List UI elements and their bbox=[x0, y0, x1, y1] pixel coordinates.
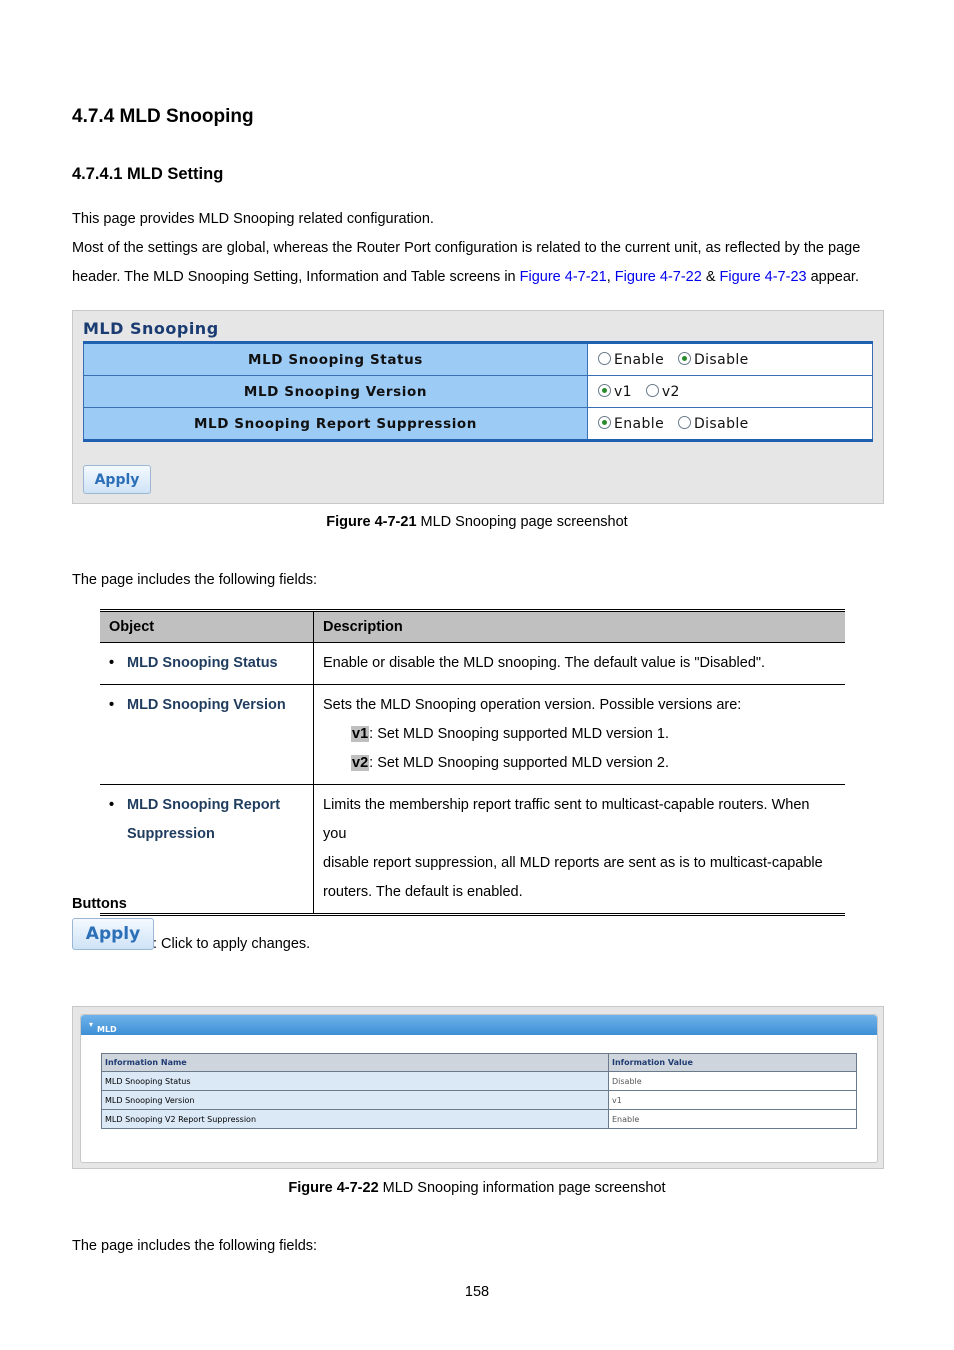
object-header: Object bbox=[100, 611, 314, 643]
status-row bbox=[84, 343, 873, 376]
info-table bbox=[101, 1053, 857, 1129]
option-label: v2 bbox=[661, 383, 680, 400]
status-enable-option[interactable] bbox=[598, 352, 664, 368]
figure-4-7-23-link[interactable]: Figure 4-7-23 bbox=[719, 269, 807, 285]
object-cell bbox=[100, 785, 314, 915]
description-cell: Enable or disable the MLD snooping. The default value is "Disabled". bbox=[314, 643, 846, 685]
version-row bbox=[84, 376, 873, 408]
radio-unchecked-icon[interactable] bbox=[646, 384, 659, 397]
bullet-icon: • bbox=[109, 655, 115, 671]
intro-line-1: This page provides MLD Snooping related configuration. bbox=[72, 211, 434, 227]
status-options bbox=[588, 343, 873, 376]
table-header-row bbox=[100, 611, 845, 643]
radio-unchecked-icon[interactable] bbox=[598, 352, 611, 365]
info-value: v1 bbox=[609, 1091, 857, 1110]
option-label: Disable bbox=[693, 351, 749, 368]
version-v1-option[interactable] bbox=[598, 384, 632, 400]
version-key: v2 bbox=[352, 755, 369, 771]
radio-checked-icon[interactable] bbox=[598, 416, 611, 429]
suppression-enable-option[interactable] bbox=[598, 416, 664, 432]
object-cell bbox=[100, 685, 314, 785]
mld-snooping-settings-panel bbox=[72, 310, 884, 504]
page-number: 158 bbox=[464, 1284, 490, 1300]
info-panel-title: ▾ MLD Snooping Informations bbox=[89, 1020, 155, 1052]
intro-line-3 bbox=[72, 269, 859, 285]
description-cell bbox=[314, 785, 846, 915]
table-row bbox=[100, 643, 845, 685]
radio-checked-icon[interactable] bbox=[598, 384, 611, 397]
caption-label: Figure 4-7-21 bbox=[326, 514, 417, 530]
setting-label: MLD Snooping Report Suppression bbox=[84, 408, 588, 441]
object-cell bbox=[100, 643, 314, 685]
info-header-row bbox=[102, 1054, 857, 1072]
apply-button-sample[interactable]: Apply bbox=[72, 918, 154, 950]
object-name bbox=[127, 791, 280, 849]
figure-caption bbox=[0, 1180, 954, 1196]
option-label: Enable bbox=[614, 415, 665, 432]
figure-caption bbox=[0, 514, 954, 530]
setting-label: MLD Snooping Version bbox=[84, 376, 588, 408]
version-key: v1 bbox=[352, 726, 369, 742]
mld-snooping-info-panel bbox=[72, 1006, 884, 1169]
suppression-disable-option[interactable] bbox=[678, 416, 749, 432]
suppression-row bbox=[84, 408, 873, 441]
caption-label: Figure 4-7-22 bbox=[288, 1180, 379, 1196]
table-row bbox=[102, 1110, 857, 1129]
info-value: Disable bbox=[609, 1072, 857, 1091]
object-name-line: MLD Snooping Report bbox=[127, 797, 281, 813]
radio-unchecked-icon[interactable] bbox=[678, 416, 691, 429]
separator: , bbox=[606, 269, 615, 285]
option-label: Disable bbox=[693, 415, 749, 432]
setting-label: MLD Snooping Status bbox=[84, 343, 588, 376]
figure-4-7-21-link[interactable]: Figure 4-7-21 bbox=[519, 269, 607, 285]
buttons-heading: Buttons bbox=[72, 896, 127, 912]
apply-button[interactable]: Apply bbox=[83, 465, 151, 494]
fields-intro: The page includes the following fields: bbox=[72, 572, 318, 588]
object-name-line: Suppression bbox=[127, 826, 215, 842]
fields-intro-2: The page includes the following fields: bbox=[72, 1238, 318, 1254]
object-name: MLD Snooping Status bbox=[127, 655, 278, 671]
version-v1-item bbox=[323, 720, 836, 749]
description-line: routers. The default is enabled. bbox=[323, 884, 523, 900]
info-window bbox=[80, 1014, 878, 1163]
suppression-options bbox=[588, 408, 873, 441]
table-row bbox=[102, 1091, 857, 1110]
bullet-icon: • bbox=[109, 797, 115, 813]
description-line: disable report suppression, all MLD reports are sent as is to multicast-capable bbox=[323, 855, 823, 871]
version-options bbox=[588, 376, 873, 408]
version-v2-item bbox=[323, 749, 836, 778]
radio-checked-icon[interactable] bbox=[678, 352, 691, 365]
subsection-heading: 4.7.4.1 MLD Setting bbox=[72, 165, 224, 183]
panel-title: MLD Snooping bbox=[83, 319, 219, 338]
table-row bbox=[100, 685, 845, 785]
intro-line-2: Most of the settings are global, whereas the Router Port configuration is related to the current unit, as reflected by the page bbox=[72, 240, 861, 256]
caption-text: MLD Snooping information page screenshot bbox=[378, 1180, 666, 1196]
info-title-text: MLD Snooping Informations bbox=[97, 1025, 155, 1052]
figure-4-7-22-link[interactable]: Figure 4-7-22 bbox=[614, 269, 702, 285]
option-label: Enable bbox=[614, 351, 665, 368]
fields-table bbox=[100, 609, 845, 916]
version-text: : Set MLD Snooping supported MLD version 1. bbox=[369, 726, 669, 742]
intro-text-end: appear. bbox=[806, 269, 859, 285]
table-row bbox=[102, 1072, 857, 1091]
info-name: MLD Snooping Version bbox=[102, 1091, 609, 1110]
settings-table bbox=[83, 341, 873, 442]
section-heading: 4.7.4 MLD Snooping bbox=[72, 106, 254, 127]
separator: & bbox=[701, 269, 720, 285]
version-text: : Set MLD Snooping supported MLD version 2. bbox=[369, 755, 669, 771]
description-line: Limits the membership report traffic sent to multicast-capable routers. When you bbox=[323, 797, 810, 842]
table-row bbox=[100, 785, 845, 915]
info-name-header: Information Name bbox=[102, 1054, 609, 1072]
apply-description: : Click to apply changes. bbox=[153, 936, 311, 952]
version-v2-option[interactable] bbox=[646, 384, 680, 400]
description-header: Description bbox=[314, 611, 846, 643]
status-disable-option[interactable] bbox=[678, 352, 749, 368]
info-value-header: Information Value bbox=[609, 1054, 857, 1072]
info-name: MLD Snooping Status bbox=[102, 1072, 609, 1091]
caption-text: MLD Snooping page screenshot bbox=[416, 514, 628, 530]
info-name: MLD Snooping V2 Report Suppression bbox=[102, 1110, 609, 1129]
intro-text: header. The MLD Snooping Setting, Information and Table screens in bbox=[72, 269, 520, 285]
bullet-icon: • bbox=[109, 697, 115, 713]
description-text: Sets the MLD Snooping operation version. Possible versions are: bbox=[323, 697, 742, 713]
option-label: v1 bbox=[614, 383, 632, 400]
object-name: MLD Snooping Version bbox=[127, 697, 286, 713]
description-cell bbox=[314, 685, 846, 785]
info-panel-header[interactable] bbox=[81, 1015, 877, 1052]
info-value: Enable bbox=[609, 1110, 857, 1129]
